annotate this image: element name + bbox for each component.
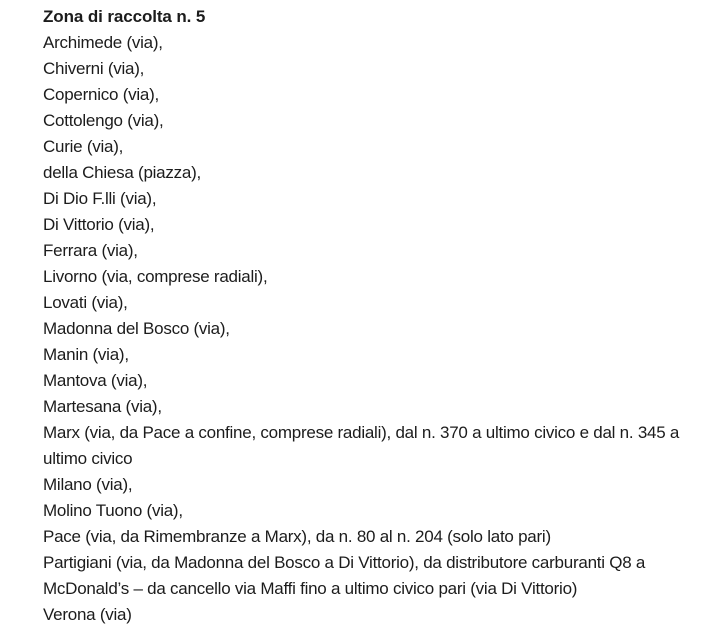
street-item: Archimede (via), [43, 33, 163, 52]
zone-title: Zona di raccolta n. 5 [43, 7, 206, 26]
street-item: della Chiesa (piazza), [43, 163, 201, 182]
street-item: Curie (via), [43, 137, 124, 156]
street-item: Marx (via, da Pace a confine, comprese radiali), dal n. 370 a ultimo civico e dal n. 345 a ultimo civico [43, 423, 680, 468]
street-item: Madonna del Bosco (via), [43, 319, 230, 338]
street-item: Molino Tuono (via), [43, 501, 183, 520]
street-item: Martesana (via), [43, 397, 162, 416]
street-item: Di Vittorio (via), [43, 215, 155, 234]
street-item: Pace (via, da Rimembranze a Marx), da n. 80 al n. 204 (solo lato pari) [43, 527, 551, 546]
street-item: Copernico (via), [43, 85, 159, 104]
street-item: Livorno (via, comprese radiali), [43, 267, 268, 286]
street-item: Cottolengo (via), [43, 111, 164, 130]
street-item: Lovati (via), [43, 293, 128, 312]
street-item: Verona (via) [43, 605, 132, 624]
street-item: Partigiani (via, da Madonna del Bosco a Di Vittorio), da distributore carburanti Q8 a McDonald’s – da cancello via Maffi fino a ultimo civico pari (via Di Vittorio) [43, 553, 646, 598]
street-item: Milano (via), [43, 475, 133, 494]
street-item: Mantova (via), [43, 371, 148, 390]
street-item: Chiverni (via), [43, 59, 145, 78]
street-item: Manin (via), [43, 345, 129, 364]
street-item: Ferrara (via), [43, 241, 138, 260]
street-item: Di Dio F.lli (via), [43, 189, 157, 208]
street-list [43, 30, 687, 628]
